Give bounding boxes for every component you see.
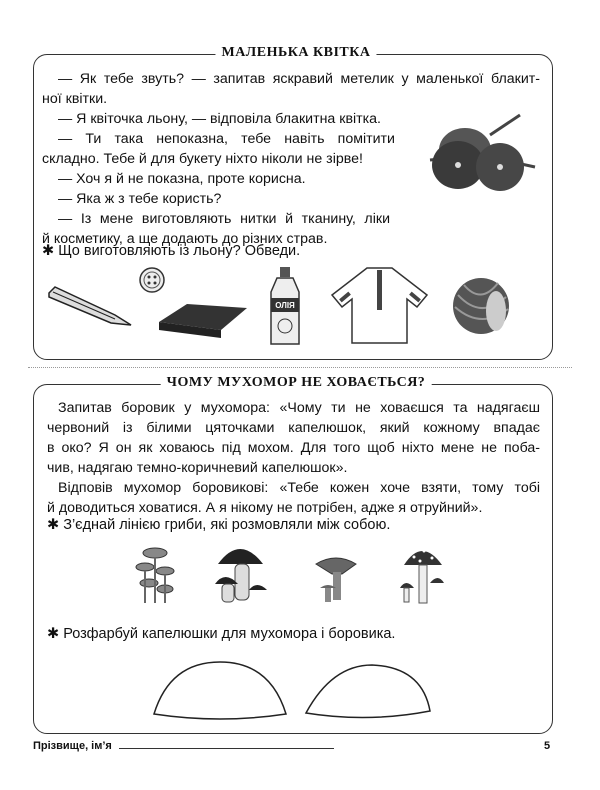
pencil-image[interactable] (45, 285, 135, 330)
task-instruction (42, 243, 300, 259)
asterisk-icon: ✱ (42, 243, 55, 259)
task-text: З’єднай лінією гриби, які розмовляли між собою. (63, 517, 391, 533)
text-line: — Я квіточка льону, — відповіла блакитна квітка. (58, 111, 381, 127)
name-input-line[interactable] (119, 748, 334, 749)
text-line: — Із мене виготовляють нитки й тканину, ліки (58, 211, 390, 227)
text-line: й косметику, а ще додають до різних страв. (42, 231, 328, 247)
yarn-ball-image[interactable] (450, 275, 512, 337)
porcini-mushroom-image[interactable] (213, 542, 268, 606)
text-line: ної квітки. (42, 91, 108, 107)
fly-agaric-mushroom-image[interactable] (398, 543, 446, 605)
text-line: Запитав боровик у мухомора: «Чому ти не ховаєшся та надягаєш (58, 400, 540, 416)
text-line: в око? Я он як ховаюсь під мохом. Для того щоб ніхто мене не поба- (47, 440, 540, 456)
chanterelle-mushroom-image[interactable] (312, 552, 360, 604)
notebook-image[interactable] (157, 300, 249, 340)
asterisk-icon: ✱ (47, 626, 60, 642)
section-title: МАЛЕНЬКА КВІТКА (215, 45, 376, 61)
button-image[interactable] (137, 265, 167, 295)
porcini-cap-outline[interactable] (302, 663, 434, 723)
text-line: й доводиться ховатися. А я нікому не потрібен, адже я отруйний». (47, 500, 483, 516)
task-text: Що виготовляють із льону? Обведи. (58, 243, 301, 259)
task-text: Розфарбуй капелюшки для мухомора і боровика. (63, 626, 396, 642)
section-title: ЧОМУ МУХОМОР НЕ ХОВАЄТЬСЯ? (161, 375, 432, 391)
dotted-divider (28, 367, 572, 368)
footer-name-field (33, 740, 334, 752)
asterisk-icon: ✱ (47, 517, 60, 533)
flax-flower-image (420, 105, 545, 205)
text-line: — Ти така непоказна, тебе навіть помітити (58, 131, 395, 147)
bottle-label: ОЛІЯ (275, 301, 295, 310)
name-label: Прізвище, ім’я (33, 740, 112, 752)
oil-bottle-image[interactable] (267, 266, 303, 348)
text-line: — Хоч я й не показна, проте корисна. (58, 171, 306, 187)
text-line: складно. Тебе й для букету ніхто ніколи не зірве! (42, 151, 363, 167)
text-line: Відповів мухомор боровикові: «Тебе кожен хоче взяти, тому тобі (58, 480, 540, 496)
task-instruction (47, 517, 390, 533)
text-line: — Як тебе звуть? — запитав яскравий метелик у маленької блакит- (58, 71, 540, 87)
page-number: 5 (544, 740, 551, 752)
honey-mushrooms-image[interactable] (135, 545, 177, 605)
task-instruction (47, 626, 395, 642)
embroidered-shirt-image[interactable] (327, 265, 432, 345)
text-line: червоний із білими цяточками капелюшок, який кожному впадає (47, 420, 540, 436)
fly-agaric-cap-outline[interactable] (150, 660, 290, 724)
text-line: — Яка ж з тебе користь? (58, 191, 222, 207)
text-line: чив, надягаю темно-коричневий капелюшок». (47, 460, 348, 476)
